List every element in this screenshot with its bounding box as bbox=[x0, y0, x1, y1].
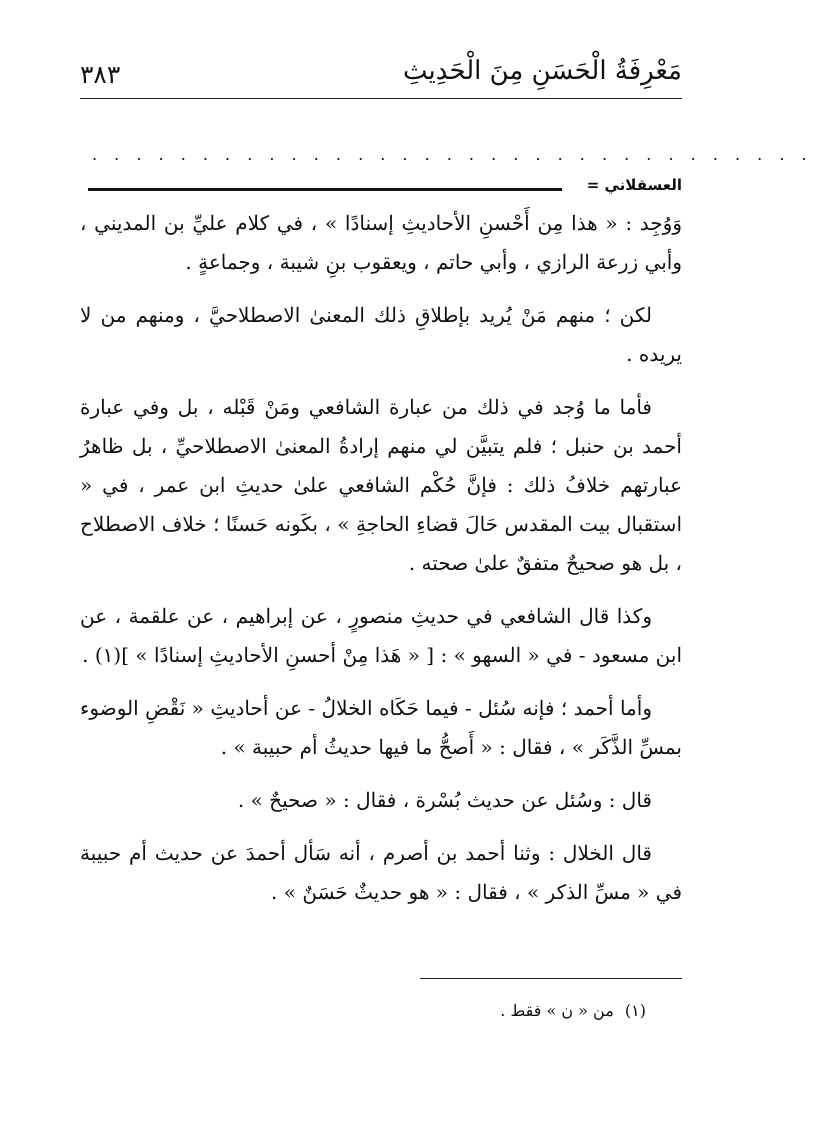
body-text bbox=[80, 204, 682, 926]
decorative-dots: . . . . . . . . . . . . . . . . . . . . . . . . . . . . . . . . . bbox=[92, 145, 813, 164]
section-rule bbox=[88, 188, 562, 191]
footnote-text: من « ن » فقط . bbox=[500, 1001, 614, 1020]
page-header bbox=[80, 48, 682, 92]
paragraph-1: وَوُجِد : « هذا مِن أَحْسنِ الأحاديثِ إسنادًا » ، في كلام عليِّ بن المديني ، وأبي زرعة الرازي ، وأبي حاتم ، ويعقوب بنِ شيبة ، وجماعةٍ . bbox=[80, 211, 682, 274]
paragraph-7: قال الخلال : وثنا أحمد بن أصرم ، أنه سَأل أحمدَ عن حديث أم حبيبة في « مسِّ الذكر » ، فقال : « هو حديثٌ حَسَنٌ » . bbox=[80, 841, 682, 904]
section-label-row bbox=[80, 176, 682, 204]
paragraph-2: لكن ؛ منهم مَنْ يُريد بإطلاقِ ذلك المعنىٰ الاصطلاحيَّ ، ومنهم من لا يريده . bbox=[80, 303, 682, 366]
running-title: مَعْرِفَةُ الْحَسَنِ مِنَ الْحَدِيثِ bbox=[403, 56, 682, 86]
section-label: العسقلاني = bbox=[586, 176, 682, 194]
header-rule bbox=[80, 98, 682, 99]
paragraph-5: وأما أحمد ؛ فإنه سُئل - فيما حَكَاه الخلالُ - عن أحاديثِ « نَقْضِ الوضوء بمسِّ الذَّكَر » ، فقال : « أَصحُّ ما فيها حديثُ أم حبيبة » . bbox=[80, 696, 682, 759]
paragraph-6: قال : وسُئل عن حديث بُسْرة ، فقال : « صحيحٌ » . bbox=[237, 788, 652, 812]
paragraph-3: فأما ما وُجد في ذلك من عبارة الشافعي ومَنْ قَبْله ، بل وفي عبارة أحمد بن حنبل ؛ فلم يتبيَّن لي منهم إرادةُ المعنىٰ الاصطلاحيِّ ، بل ظاهرُ عبارتهم خلافُ ذلك : فإنَّ حُكْم الشافعي علىٰ حديثِ ابن عمر ، في « استقبال بيت المقدس حَالَ قضاءِ الحاجةِ » ، بكَونه حَسنًا ؛ خلاف الاصطلاح ، بل هو صحيحٌ متفقٌ علىٰ صحته . bbox=[80, 395, 682, 575]
footnote-number: (١) bbox=[624, 1001, 646, 1020]
paragraph-4: وكذا قال الشافعي في حديثِ منصورٍ ، عن إبراهيم ، عن علقمة ، عن ابن مسعود - في « السهو » : [ « هَذا مِنْ أحسنِ الأحاديثِ إسنادًا » ](١) . bbox=[80, 604, 682, 667]
page-number: ٣٨٣ bbox=[80, 60, 121, 89]
footnote bbox=[80, 998, 646, 1024]
footnote-rule bbox=[420, 978, 682, 979]
